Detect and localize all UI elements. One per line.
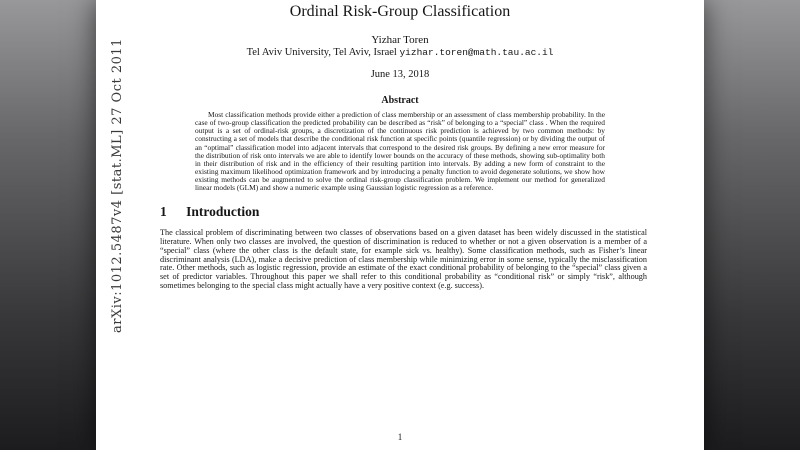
author-affiliation-line (96, 47, 704, 58)
author-name: Yizhar Toren (371, 34, 429, 46)
section-title: Introduction (186, 204, 260, 220)
abstract-text: Most classification methods provide either a prediction of class membership or an assessment of class membership probability. In the case of two-group classification the predicted probability can be described as “risk” of belonging to a “special” class . When the required output is a set of ordinal-risk groups, a discretization of the continuous risk prediction is achieved by two common methods: by constructing a set of models that describe the conditional risk function at specific points (quantile regression) or by dividing the output of an “optimal” classification model into adjacent intervals that correspond to the desired risk groups. By defining a new error measure for the distribution of risk onto intervals we are able to identify lower bounds on the accuracy of these methods, showing sub-optimality both in their distribution of risk and in the efficiency of their resulting partition into intervals. By adding a new form of constraint to the existing maximum likelihood optimization framework and by introducing a penalty function to avoid degenerate solutions, we show how existing methods can be augmented to solve the ordinal risk-group classification problem. We implement our method for generalized linear models (GLM) and show a numeric example using Gaussian logistic regression as a reference. (195, 110, 605, 193)
paper-date: June 13, 2018 (370, 69, 430, 80)
affiliation-text: Tel Aviv University, Tel Aviv, Israel (246, 47, 397, 58)
paper-title: Ordinal Risk-Group Classification (289, 3, 511, 20)
arxiv-watermark: arXiv:1012.5487v4 [stat.ML] 27 Oct 2011 (110, 38, 125, 333)
paper-page (96, 0, 704, 450)
author-email: yizhar.toren@math.tau.ac.il (399, 47, 554, 58)
section-number: 1 (160, 204, 167, 220)
introduction-text: The classical problem of discriminating between two classes of observations based on a given dataset has been widely discussed in the statistical literature. When only two classes are involved, the question of discrimination is reduced to whether or not a given observation is a member of a “special” class (where the other class is the default state, for example sick vs. healthy). Some classification methods, such as Fisher’s linear discriminant analysis (LDA), make a decisive prediction of class membership while minimizing error in some sense, typically the misclassification rate. Other methods, such as logistic regression, provide an estimate of the exact conditional probability of belonging to the “special” class given a set of predictor variables. Throughout this paper we shall refer to this conditional probability as “conditional risk” or simply “risk”, although sometimes belonging to the special class might actually have a very positive context (e.g. success). (160, 228, 647, 290)
page-number: 1 (397, 432, 403, 442)
section-heading (160, 204, 704, 220)
abstract-heading: Abstract (381, 95, 419, 106)
